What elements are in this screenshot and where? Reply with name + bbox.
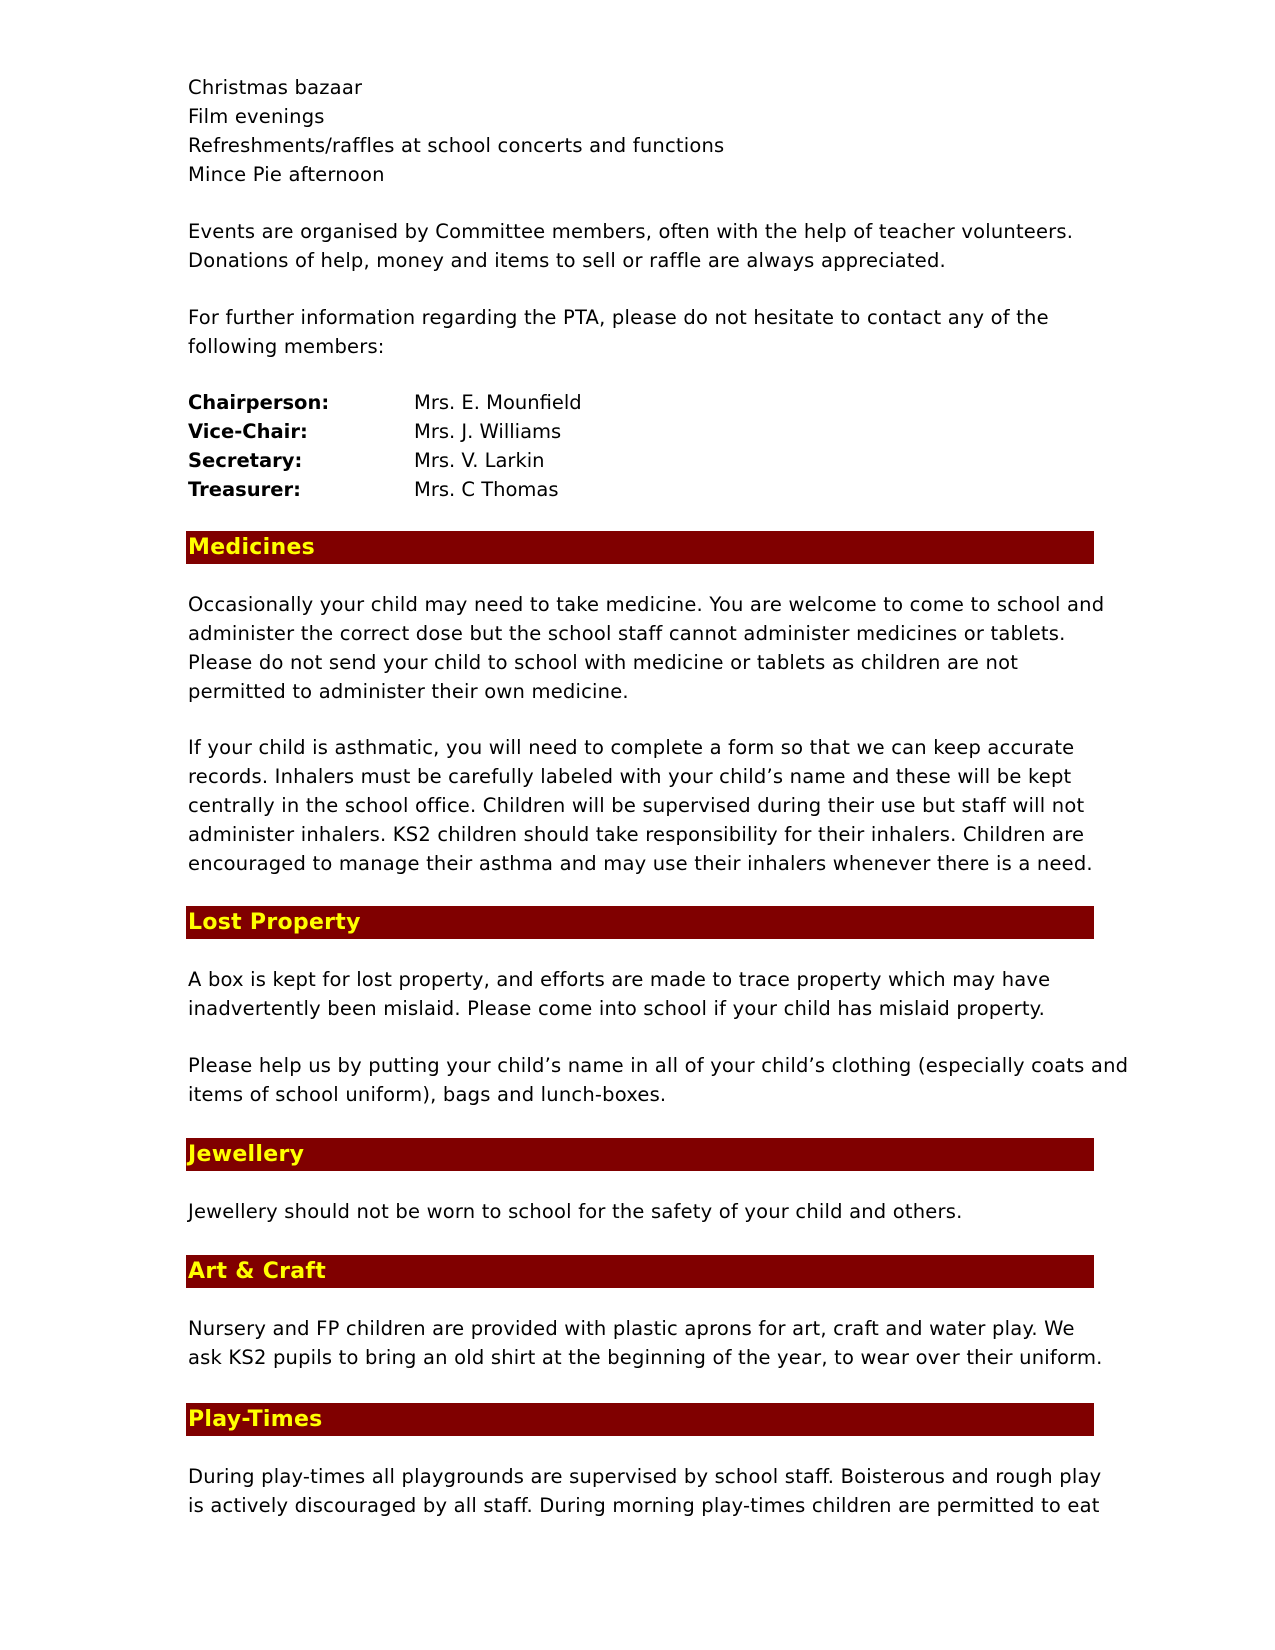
paragraph-line: Jewellery should not be worn to school for the safety of your child and others. [188,1200,963,1223]
play-times-paragraph [188,1462,1102,1520]
section-header-play-times [186,1403,1094,1436]
committee-row-secretary [188,446,788,475]
committee-row-chairperson [188,388,788,417]
paragraph-line: For further information regarding the PTA, please do not hesitate to contact any of the [188,306,1049,329]
activity-item: Film evenings [188,105,325,128]
paragraph-line: following members: [188,335,385,358]
paragraph-line: Occasionally your child may need to take medicine. You are welcome to come to school and [188,593,1105,616]
paragraph-line: centrally in the school office. Children will be supervised during their use but staff will not [188,794,1085,817]
committee-name: Mrs. V. Larkin [414,449,545,472]
section-title: Lost Property [188,910,361,935]
committee-role: Vice-Chair: [188,420,308,443]
paragraph-line: is actively discouraged by all staff. During morning play-times children are permitted to eat [188,1494,1100,1517]
jewellery-paragraph [188,1197,1098,1226]
section-title: Art & Craft [188,1259,327,1284]
lost-property-paragraph-2 [188,1051,1129,1109]
section-title: Medicines [188,535,316,560]
activities-list [188,73,1098,189]
paragraph-line: If your child is asthmatic, you will need to complete a form so that we can keep accurate [188,736,1075,759]
paragraph-line: ask KS2 pupils to bring an old shirt at the beginning of the year, to wear over their uniform. [188,1346,1103,1369]
committee-row-vice-chair [188,417,788,446]
paragraph-line: inadvertently been mislaid. Please come into school if your child has mislaid property. [188,997,1046,1020]
section-title: Play-Times [188,1407,323,1432]
art-craft-paragraph [188,1314,1103,1372]
activity-item: Refreshments/raffles at school concerts and functions [188,134,725,157]
paragraph-line: A box is kept for lost property, and efforts are made to trace property which may have [188,968,1051,991]
paragraph-line: Donations of help, money and items to sell or raffle are always appreciated. [188,249,946,272]
paragraph-line: permitted to administer their own medicine. [188,680,629,703]
paragraph-line: Please do not send your child to school with medicine or tablets as children are not [188,651,1019,674]
events-paragraph [188,217,1098,275]
section-header-jewellery [186,1138,1094,1171]
lost-property-paragraph-1 [188,965,1098,1023]
medicines-paragraph-2 [188,733,1098,878]
committee-name: Mrs. J. Williams [414,420,562,443]
section-header-art-craft [186,1255,1094,1288]
paragraph-line: items of school uniform), bags and lunch-boxes. [188,1083,667,1106]
paragraph-line: records. Inhalers must be carefully labeled with your child’s name and these will be kept [188,765,1072,788]
committee-role: Secretary: [188,449,303,472]
committee-name: Mrs. C Thomas [414,478,559,501]
medicines-paragraph-1 [188,590,1105,706]
activity-item: Mince Pie afternoon [188,163,385,186]
paragraph-line: administer the correct dose but the school staff cannot administer medicines or tablets. [188,622,1066,645]
paragraph-line: encouraged to manage their asthma and may use their inhalers whenever there is a need. [188,852,1093,875]
section-title: Jewellery [188,1142,305,1167]
paragraph-line: Please help us by putting your child’s name in all of your child’s clothing (especially coats and [188,1054,1129,1077]
section-header-lost-property [186,906,1094,939]
committee-row-treasurer [188,475,788,504]
section-header-medicines [186,531,1094,564]
paragraph-line: Events are organised by Committee members, often with the help of teacher volunteers. [188,220,1074,243]
activity-item: Christmas bazaar [188,76,363,99]
paragraph-line: administer inhalers. KS2 children should take responsibility for their inhalers. Children are [188,823,1085,846]
paragraph-line: Nursery and FP children are provided with plastic aprons for art, craft and water play. We [188,1317,1075,1340]
committee-name: Mrs. E. Mounfield [414,391,582,414]
committee-role: Treasurer: [188,478,301,501]
contact-paragraph [188,303,1098,361]
committee-role: Chairperson: [188,391,330,414]
paragraph-line: During play-times all playgrounds are supervised by school staff. Boisterous and rough play [188,1465,1102,1488]
